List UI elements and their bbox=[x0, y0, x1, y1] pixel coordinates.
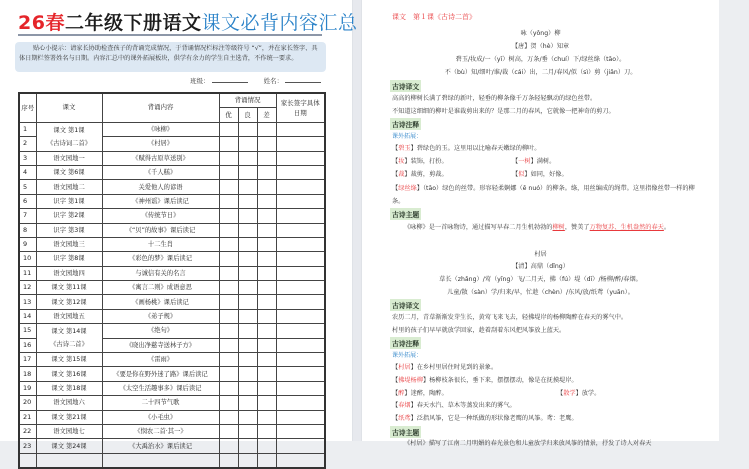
class-input[interactable] bbox=[212, 82, 248, 83]
table-row bbox=[19, 324, 325, 338]
page-gutter bbox=[352, 0, 362, 441]
grade-good-cell[interactable] bbox=[219, 353, 238, 367]
row-lesson: 语文园地七 bbox=[36, 424, 102, 438]
row-number: 5 bbox=[19, 180, 36, 194]
row-content: 《“贝”的故事》课后读记 bbox=[102, 223, 219, 237]
row-lesson: 识字 第3课 bbox=[36, 223, 102, 237]
row-number: 8 bbox=[19, 223, 36, 237]
grade-ok-cell[interactable] bbox=[238, 424, 257, 438]
row-number: 23 bbox=[19, 439, 36, 453]
row-lesson: 课文 第18课 bbox=[36, 381, 102, 395]
row-lesson: 语文园地六 bbox=[36, 396, 102, 410]
grade-poor-cell[interactable] bbox=[257, 338, 276, 352]
table-row bbox=[19, 252, 325, 266]
grade-ok-cell[interactable] bbox=[238, 381, 257, 395]
row-number: 7 bbox=[19, 209, 36, 223]
grade-ok-cell[interactable] bbox=[238, 396, 257, 410]
grade-ok-cell[interactable] bbox=[238, 122, 257, 136]
table-row bbox=[19, 410, 325, 424]
poem1-extra-label: 课外拓展： bbox=[392, 133, 423, 140]
grade-ok-cell[interactable] bbox=[238, 281, 257, 295]
row-content: 《悯农二首·其一》 bbox=[102, 424, 219, 438]
table-row bbox=[19, 309, 325, 323]
header-status: 背诵情况 bbox=[219, 93, 276, 108]
table-row bbox=[19, 194, 325, 208]
parent-sign-cell[interactable] bbox=[276, 194, 325, 208]
table-row bbox=[19, 165, 325, 179]
row-content: 《要是你在野外迷了路》课后读记 bbox=[102, 367, 219, 381]
table-row-partial bbox=[19, 453, 325, 468]
poem2-note-6: 【纸鸢】泛指风筝，它是一种纸做的形状像老鹰的风筝。鸢：老鹰。 bbox=[392, 415, 578, 422]
poem2-note-1: 【村居】在乡村里居住时见到的景象。 bbox=[392, 364, 498, 371]
grade-good-cell[interactable] bbox=[219, 252, 238, 266]
row-lesson: 课文 第6课 bbox=[36, 165, 102, 179]
poem2-line2: 儿童/散（sàn）学/归来/早，忙趁（chèn）/东风/放/纸鸢（yuān）。 bbox=[447, 289, 634, 296]
grade-ok-cell[interactable] bbox=[238, 439, 257, 453]
empty-cell bbox=[19, 453, 36, 468]
parent-sign-cell[interactable] bbox=[276, 338, 325, 352]
row-lesson bbox=[36, 122, 102, 151]
poem1-notes-label: 古诗注释 bbox=[390, 118, 421, 130]
row-lesson: 识字 第2课 bbox=[36, 209, 102, 223]
row-number: 13 bbox=[19, 295, 36, 309]
row-lesson: 课文 第24课 bbox=[36, 439, 102, 453]
table-row bbox=[19, 439, 325, 453]
grade-ok-cell[interactable] bbox=[238, 165, 257, 179]
poem2-author: 【清】高鼎（dǐng） bbox=[512, 263, 569, 270]
lesson-line-1: 课文 第14课 bbox=[51, 328, 87, 336]
grade-good-cell[interactable] bbox=[219, 194, 238, 208]
grade-ok-cell[interactable] bbox=[238, 309, 257, 323]
row-content: 二十四节气歌 bbox=[102, 396, 219, 410]
empty-cell bbox=[102, 453, 219, 468]
recitation-table bbox=[18, 92, 326, 469]
grade-ok-cell[interactable] bbox=[238, 151, 257, 165]
grade-good-cell[interactable] bbox=[219, 396, 238, 410]
right-page bbox=[362, 0, 719, 447]
row-lesson: 语文园地二 bbox=[36, 180, 102, 194]
parent-sign-cell[interactable] bbox=[276, 122, 325, 136]
parent-sign-cell[interactable] bbox=[276, 151, 325, 165]
empty-cell bbox=[257, 453, 276, 468]
poem1-title: 咏（yǒng）柳 bbox=[520, 30, 561, 37]
row-content: 《太空生活趣事多》课后读记 bbox=[102, 381, 219, 395]
row-content: 《大禹治水》课后读记 bbox=[102, 439, 219, 453]
parent-sign-cell[interactable] bbox=[276, 353, 325, 367]
parent-sign-cell[interactable] bbox=[276, 295, 325, 309]
grade-ok-cell[interactable] bbox=[238, 338, 257, 352]
parent-sign-cell[interactable] bbox=[276, 424, 325, 438]
name-input[interactable] bbox=[285, 82, 321, 83]
row-lesson: 课文 第15课 bbox=[36, 353, 102, 367]
grade-ok-cell[interactable] bbox=[238, 266, 257, 280]
name-label: 姓名： bbox=[263, 77, 284, 85]
table-row bbox=[19, 180, 325, 194]
table-row bbox=[19, 381, 325, 395]
row-content: 《咏柳》 bbox=[102, 122, 219, 136]
row-lesson: 识字 第1课 bbox=[36, 194, 102, 208]
grade-poor-cell[interactable] bbox=[257, 381, 276, 395]
poem1-translation2: 不知道这细细的柳叶是谁裁剪出来的？是那二月的春风，它就像一把神奇的剪刀。 bbox=[392, 108, 615, 115]
parent-sign-cell[interactable] bbox=[276, 410, 325, 424]
grade-ok-cell[interactable] bbox=[238, 353, 257, 367]
table-row bbox=[19, 266, 325, 280]
table-row bbox=[19, 122, 325, 136]
empty-cell bbox=[36, 453, 102, 468]
table-row bbox=[19, 151, 325, 165]
row-number: 21 bbox=[19, 410, 36, 424]
row-lesson bbox=[36, 324, 102, 353]
poem2-translation-label: 古诗译文 bbox=[390, 299, 421, 311]
grade-poor-cell[interactable] bbox=[257, 194, 276, 208]
grade-good-cell[interactable] bbox=[219, 223, 238, 237]
grade-ok-cell[interactable] bbox=[238, 324, 257, 338]
poem1-author: 【唐】贺（hè）知章 bbox=[511, 43, 570, 50]
grade-poor-cell[interactable] bbox=[257, 353, 276, 367]
grade-poor-cell[interactable] bbox=[257, 252, 276, 266]
poem2-note-4: 【散学】放学。 bbox=[557, 390, 601, 397]
row-number: 15 bbox=[19, 324, 36, 338]
grade-poor-cell[interactable] bbox=[257, 367, 276, 381]
row-content: 《雷雨》 bbox=[102, 353, 219, 367]
poem1-theme-label: 古诗主题 bbox=[390, 208, 421, 220]
row-lesson: 语文园地三 bbox=[36, 237, 102, 251]
poem1-translation-label: 古诗译文 bbox=[390, 80, 421, 92]
row-lesson: 识字 第8课 bbox=[36, 252, 102, 266]
row-number: 10 bbox=[19, 252, 36, 266]
poem1-note-2: 【妆】装饰，打扮。 bbox=[392, 158, 448, 165]
row-number: 12 bbox=[19, 281, 36, 295]
row-number: 20 bbox=[19, 396, 36, 410]
grade-poor-cell[interactable] bbox=[257, 396, 276, 410]
parent-sign-cell[interactable] bbox=[276, 180, 325, 194]
poem2-note-3: 【醉】迷醉，陶醉。 bbox=[392, 390, 448, 397]
grade-poor-cell[interactable] bbox=[257, 137, 276, 151]
row-number: 16 bbox=[19, 338, 36, 352]
row-content: 《传统节日》 bbox=[102, 209, 219, 223]
row-content: 关爱他人的谚语 bbox=[102, 180, 219, 194]
poem2-translation1: 农历二月，青草渐渐发芽生长，黄莺飞来飞去，轻拂堤岸的杨柳陶醉在春天的雾气中。 bbox=[392, 314, 628, 321]
grade-poor-cell[interactable] bbox=[257, 180, 276, 194]
row-lesson: 语文园地四 bbox=[36, 266, 102, 280]
row-content: 《弟子规》 bbox=[102, 309, 219, 323]
row-content: 《赋得古原草送别》 bbox=[102, 151, 219, 165]
poem1-note-4: 【裁】裁剪，剪裁。 bbox=[392, 171, 448, 178]
row-number: 11 bbox=[19, 266, 36, 280]
table-row bbox=[19, 237, 325, 251]
row-lesson: 语文园地五 bbox=[36, 309, 102, 323]
header-num: 序号 bbox=[19, 93, 36, 122]
row-content: 十二生肖 bbox=[102, 237, 219, 251]
class-label: 班级： bbox=[190, 77, 210, 85]
header-ok: 良 bbox=[238, 108, 257, 122]
poem2-theme: 《村居》描写了江南二月明媚的春光景色和儿童放学归来放风筝的情景，抒发了诗人对春天 bbox=[404, 440, 652, 447]
poem1-note-5: 【似】如同，好像。 bbox=[512, 171, 568, 178]
parent-sign-cell[interactable] bbox=[276, 209, 325, 223]
parent-sign-cell[interactable] bbox=[276, 237, 325, 251]
header-sign: 家长签字具体日期 bbox=[276, 93, 325, 122]
parent-sign-cell[interactable] bbox=[276, 367, 325, 381]
grade-good-cell[interactable] bbox=[219, 367, 238, 381]
grade-poor-cell[interactable] bbox=[257, 151, 276, 165]
row-number: 4 bbox=[19, 165, 36, 179]
empty-cell bbox=[238, 453, 257, 468]
header-content: 背诵内容 bbox=[102, 93, 219, 122]
row-content: 《晓出净慈寺送林子方》 bbox=[102, 338, 219, 352]
empty-cell bbox=[276, 453, 325, 468]
poem2-translation2: 村里的孩子们早早就放学回家，趁着刮着东风把风筝放上蓝天。 bbox=[392, 327, 566, 334]
parent-sign-cell[interactable] bbox=[276, 439, 325, 453]
grade-good-cell[interactable] bbox=[219, 165, 238, 179]
grade-poor-cell[interactable] bbox=[257, 165, 276, 179]
title-divider bbox=[18, 34, 322, 36]
grade-ok-cell[interactable] bbox=[238, 237, 257, 251]
grade-ok-cell[interactable] bbox=[238, 410, 257, 424]
row-number: 17 bbox=[19, 353, 36, 367]
parent-sign-cell[interactable] bbox=[276, 396, 325, 410]
row-content: 《寓言二则》成语意思 bbox=[102, 281, 219, 295]
grade-good-cell[interactable] bbox=[219, 410, 238, 424]
header-lesson: 课文 bbox=[36, 93, 102, 122]
table-row bbox=[19, 367, 325, 381]
parent-sign-cell[interactable] bbox=[276, 381, 325, 395]
parent-sign-cell[interactable] bbox=[276, 309, 325, 323]
grade-poor-cell[interactable] bbox=[257, 209, 276, 223]
parent-sign-cell[interactable] bbox=[276, 252, 325, 266]
grade-good-cell[interactable] bbox=[219, 137, 238, 151]
parent-sign-cell[interactable] bbox=[276, 324, 325, 338]
row-content: 《神州谣》课后读记 bbox=[102, 194, 219, 208]
poem2-extra-label: 课外拓展： bbox=[392, 352, 423, 359]
table-row bbox=[19, 295, 325, 309]
poem1-theme: 《咏柳》是一首咏物诗，通过描写早春二月生机勃勃的柳树，赞美了万物复苏、生机盎然的春天。 bbox=[404, 224, 671, 231]
row-number: 18 bbox=[19, 367, 36, 381]
poem2-notes-label: 古诗注释 bbox=[390, 337, 421, 349]
table-row bbox=[19, 353, 325, 367]
left-page bbox=[0, 0, 358, 450]
grade-good-cell[interactable] bbox=[219, 266, 238, 280]
grade-ok-cell[interactable] bbox=[238, 194, 257, 208]
row-content: 与诚信有关的名言 bbox=[102, 266, 219, 280]
grade-ok-cell[interactable] bbox=[238, 223, 257, 237]
grade-good-cell[interactable] bbox=[219, 151, 238, 165]
grade-ok-cell[interactable] bbox=[238, 137, 257, 151]
grade-good-cell[interactable] bbox=[219, 281, 238, 295]
poem1-note-6: 【绿丝绦】（tāo）绿色的丝带。形容轻柔婀娜（ē nuó）的柳条。绦，用丝编成的绳带。这里指像丝带一样的柳条。 bbox=[392, 185, 695, 205]
grade-poor-cell[interactable] bbox=[257, 223, 276, 237]
row-content: 《彩色的梦》课后读记 bbox=[102, 252, 219, 266]
grade-good-cell[interactable] bbox=[219, 209, 238, 223]
table-row bbox=[19, 396, 325, 410]
grade-good-cell[interactable] bbox=[219, 324, 238, 338]
row-content: 《村居》 bbox=[102, 137, 219, 151]
row-content: 《小毛虫》 bbox=[102, 410, 219, 424]
document-title bbox=[18, 8, 358, 35]
lesson-line-2: 《古诗词二首》 bbox=[46, 139, 92, 147]
grade-good-cell[interactable] bbox=[219, 439, 238, 453]
row-lesson: 课文 第21课 bbox=[36, 410, 102, 424]
row-number: 14 bbox=[19, 309, 36, 323]
header-good: 优 bbox=[219, 108, 238, 122]
table-row bbox=[19, 424, 325, 438]
poem1-note-1: 【碧玉】碧绿色的玉。这里用以比喻春天嫩绿的柳叶。 bbox=[392, 145, 541, 152]
poem1-translation1: 高高的柳树长满了碧绿的新叶，轻垂的柳条像千万条轻轻飘动的绿色丝带。 bbox=[392, 95, 597, 102]
student-fields bbox=[190, 76, 335, 85]
tip-box: 贴心小提示：请家长协助检查孩子的背诵完成情况，于背诵情况栏标注等级符号 “√”，并在家长签字、具体日期栏签署姓名与日期。内容汇总中的课外拓展板块，供学有余力的学生自主选背，不作统一要求。 bbox=[15, 42, 326, 72]
row-content: 《绝句》 bbox=[102, 324, 219, 338]
row-number: 3 bbox=[19, 151, 36, 165]
grade-poor-cell[interactable] bbox=[257, 324, 276, 338]
row-lesson: 课文 第12课 bbox=[36, 295, 102, 309]
row-number: 19 bbox=[19, 381, 36, 395]
lesson-line-2: 《古诗二首》 bbox=[50, 341, 88, 349]
grade-good-cell[interactable] bbox=[219, 338, 238, 352]
poem2-note-2: 【拂堤杨柳】杨柳枝条很长，垂下来，摆摆摆动，像是在抚摸堤岸。 bbox=[392, 377, 578, 384]
grade-good-cell[interactable] bbox=[219, 180, 238, 194]
row-number: 1 bbox=[19, 122, 36, 136]
poem1-line1: 碧玉/妆成/一（yī）树高，万条/垂（chuí）下/绿丝绦（tāo）。 bbox=[455, 56, 626, 63]
grade-good-cell[interactable] bbox=[219, 309, 238, 323]
poem1-line2: 不（bù）知/细叶/谁/裁（cái）出，二月/春风/似（sì）剪（jiǎn）刀。 bbox=[444, 69, 637, 76]
poem2-note-5: 【春烟】春天水汽、草木等蒸发出来的雾气。 bbox=[392, 402, 516, 409]
grade-good-cell[interactable] bbox=[219, 237, 238, 251]
empty-cell bbox=[219, 453, 238, 468]
grade-good-cell[interactable] bbox=[219, 295, 238, 309]
title-grade: 二年级下册语文 bbox=[64, 12, 202, 34]
grade-ok-cell[interactable] bbox=[238, 252, 257, 266]
grade-poor-cell[interactable] bbox=[257, 237, 276, 251]
row-number: 9 bbox=[19, 237, 36, 251]
row-lesson: 课文 第11课 bbox=[36, 281, 102, 295]
table-row bbox=[19, 209, 325, 223]
poem2-line1: 草长（zhǎng）/莺（yīng）飞/二月天，拂（fú）堤（dī）/杨柳/醉/春烟。 bbox=[439, 276, 642, 283]
row-lesson: 课文 第16课 bbox=[36, 367, 102, 381]
table-row bbox=[19, 281, 325, 295]
grade-poor-cell[interactable] bbox=[257, 410, 276, 424]
grade-good-cell[interactable] bbox=[219, 122, 238, 136]
grade-ok-cell[interactable] bbox=[238, 367, 257, 381]
grade-ok-cell[interactable] bbox=[238, 295, 257, 309]
row-number: 6 bbox=[19, 194, 36, 208]
title-season: 26春 bbox=[18, 12, 65, 34]
title-subject: 课文必背内容汇总 bbox=[201, 12, 358, 34]
header-poor: 差 bbox=[257, 108, 276, 122]
table-row bbox=[19, 223, 325, 237]
grade-ok-cell[interactable] bbox=[238, 180, 257, 194]
grade-good-cell[interactable] bbox=[219, 381, 238, 395]
lesson-line-1: 课文 第1课 bbox=[53, 126, 85, 134]
grade-poor-cell[interactable] bbox=[257, 122, 276, 136]
grade-good-cell[interactable] bbox=[219, 424, 238, 438]
parent-sign-cell[interactable] bbox=[276, 266, 325, 280]
lesson-heading: 课文 第１课《古诗二首》 bbox=[392, 13, 476, 21]
parent-sign-cell[interactable] bbox=[276, 165, 325, 179]
grade-poor-cell[interactable] bbox=[257, 281, 276, 295]
grade-poor-cell[interactable] bbox=[257, 309, 276, 323]
row-content: 《画杨桃》课后读记 bbox=[102, 295, 219, 309]
row-number: 2 bbox=[19, 137, 36, 151]
grade-poor-cell[interactable] bbox=[257, 439, 276, 453]
row-number: 22 bbox=[19, 424, 36, 438]
poem1-note-3: 【一树】满树。 bbox=[512, 158, 556, 165]
grade-poor-cell[interactable] bbox=[257, 295, 276, 309]
parent-sign-cell[interactable] bbox=[276, 281, 325, 295]
row-content: 《千人糕》 bbox=[102, 165, 219, 179]
grade-ok-cell[interactable] bbox=[238, 209, 257, 223]
parent-sign-cell[interactable] bbox=[276, 137, 325, 151]
parent-sign-cell[interactable] bbox=[276, 223, 325, 237]
grade-poor-cell[interactable] bbox=[257, 424, 276, 438]
poem2-title: 村居 bbox=[534, 251, 547, 258]
table-body bbox=[19, 122, 325, 468]
row-lesson: 语文园地一 bbox=[36, 151, 102, 165]
grade-poor-cell[interactable] bbox=[257, 266, 276, 280]
poem2-theme-label: 古诗主题 bbox=[390, 426, 421, 438]
